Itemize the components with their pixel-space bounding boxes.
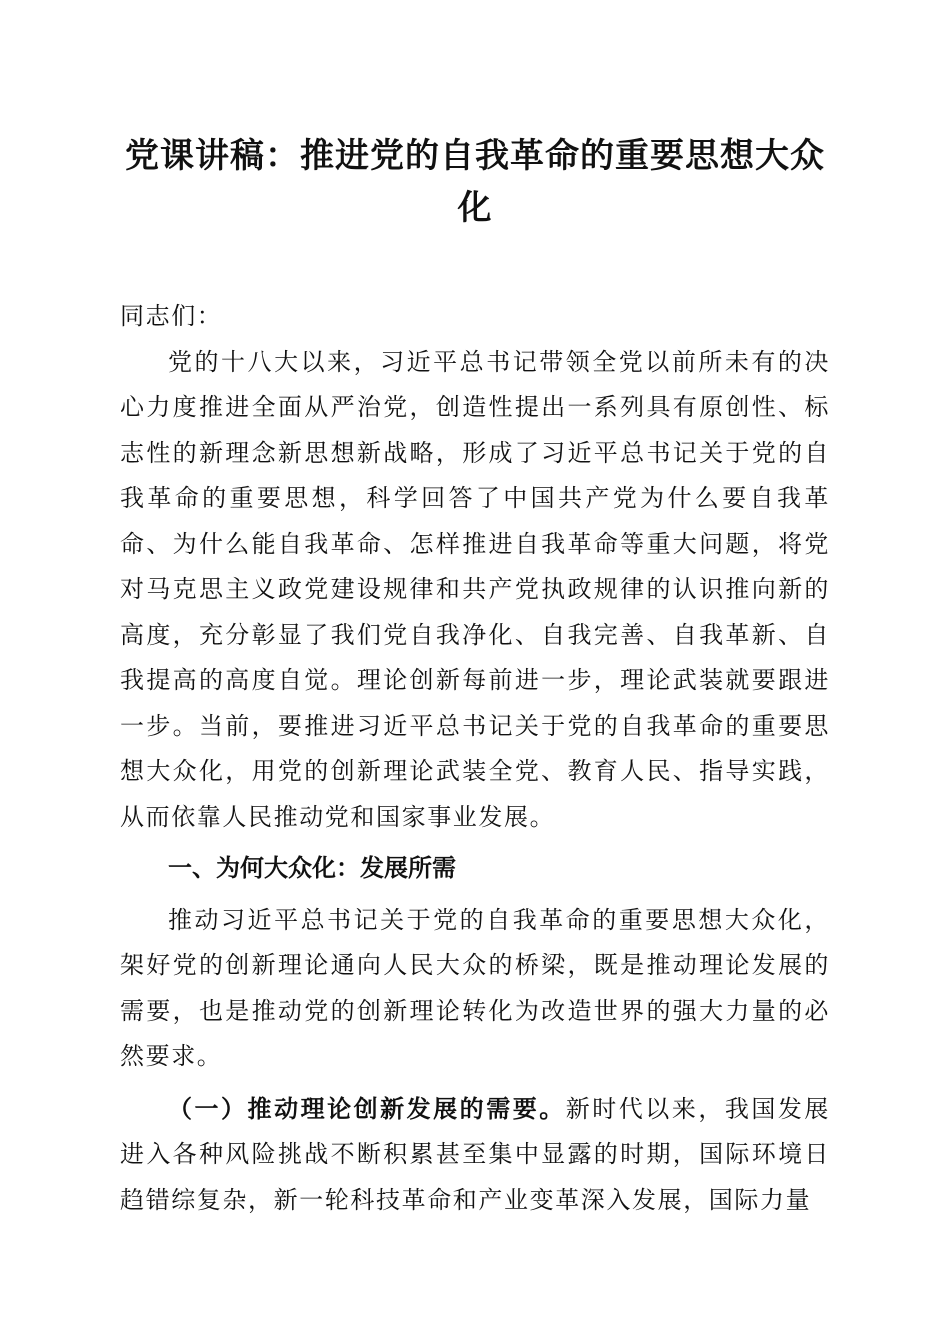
document-page	[120, 130, 830, 1223]
document-title: 党课讲稿：推进党的自我革命的重要思想大众化	[125, 136, 825, 228]
section-heading-1: 一、为何大众化：发展所需	[168, 854, 456, 882]
subsection-1-text: 新时代以来，我国发展进入各种风险挑战不断积累甚至集中显露的时期，国际环境日趋错综复杂，新一轮科技革命和产业变革深入发展，国际力量	[120, 1094, 830, 1214]
section-1-paragraph: 推动习近平总书记关于党的自我革命的重要思想大众化，架好党的创新理论通向人民大众的桥梁，既是推动理论发展的需要，也是推动党的创新理论转化为改造世界的强大力量的必然要求。	[120, 905, 830, 1070]
intro-paragraph: 党的十八大以来，习近平总书记带领全党以前所未有的决心力度推进全面从严治党，创造性提出一系列具有原创性、标志性的新理念新思想新战略，形成了习近平总书记关于党的自我革命的重要思想，科学回答了中国共产党为什么要自我革命、为什么能自我革命、怎样推进自我革命等重大问题，将党对马克思主义政党建设规律和共产党执政规律的认识推向新的高度，充分彰显了我们党自我净化、自我完善、自我革新、自我提高的高度自觉。理论创新每前进一步，理论武装就要跟进一步。当前，要推进习近平总书记关于党的自我革命的重要思想大众化，用党的创新理论武装全党、教育人民、指导实践，从而依靠人民推动党和国家事业发展。	[120, 347, 830, 831]
salutation: 同志们：	[120, 302, 223, 330]
subsection-1-paragraph	[120, 1086, 830, 1224]
subsection-heading-1: （一）推动理论创新发展的需要。	[168, 1093, 566, 1123]
